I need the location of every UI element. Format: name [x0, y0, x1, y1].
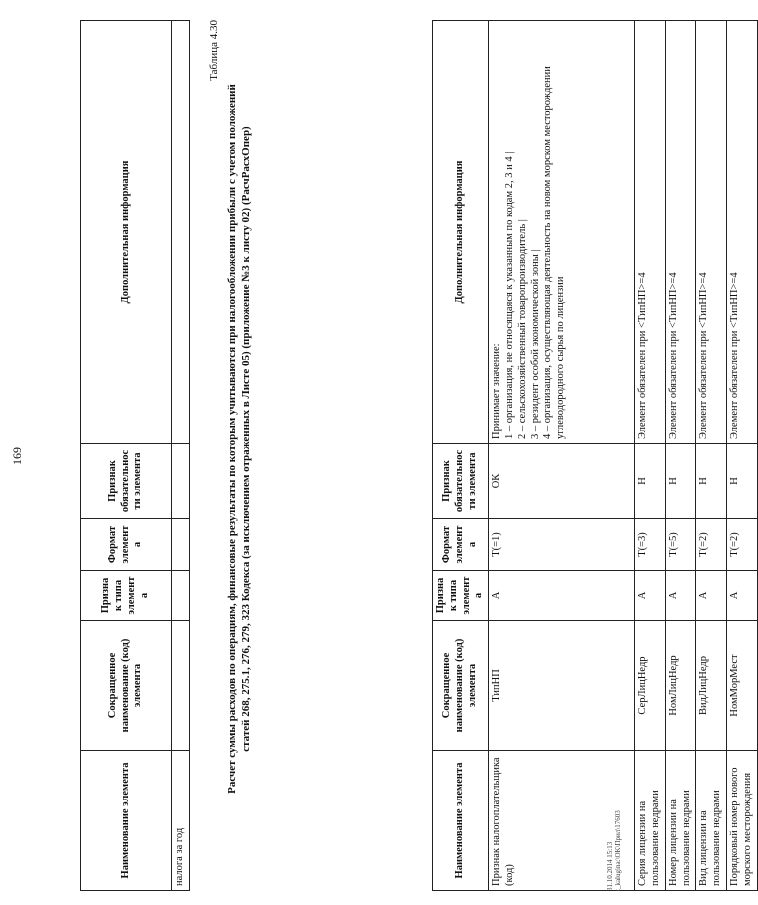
- info-line: 1 – организация, не относящаяся к указанным по кодам 2, 3 и 4 |: [503, 151, 515, 439]
- cell-required: Н: [726, 444, 757, 519]
- info-line: 2 – сельскохозяйственный товаропроизводитель |: [516, 219, 528, 439]
- cell-type: А: [635, 571, 666, 621]
- cell-info: Элемент обязателен при <ТипНП>=4: [696, 21, 727, 444]
- page-number: 169: [10, 447, 24, 465]
- table-row: [172, 21, 190, 891]
- header-type: Признак типа элемента: [433, 571, 489, 621]
- footer-line: 31.10.2014 15:13: [606, 841, 614, 891]
- cell-required: ОК: [489, 444, 635, 519]
- cell-short-name: СерЛицНедр: [635, 621, 666, 751]
- cell-required: Н: [635, 444, 666, 519]
- table-caption: Расчет суммы расходов по операциям, финансовые результаты по которым учитываются при налогообложении прибыли с учетом положений статей 268, 275.1, 276, 279, 323 Кодекса (за исключением отраженных в Листе 05) (приложение №3 к листу 02) (РасчРасхОпер): [226, 84, 252, 794]
- cell-format: T(=5): [665, 519, 696, 571]
- cell-empty: [172, 21, 190, 444]
- cell-type: А: [489, 571, 635, 621]
- main-table: [432, 20, 758, 891]
- cell-info: Элемент обязателен при <ТипНП>=4: [665, 21, 696, 444]
- footer-line: t_kalugina:\OK\Прил\17603: [614, 810, 623, 891]
- cell-name: Признак налогоплательщика (код): [489, 751, 635, 891]
- cell-name: Номер лицензии на пользование недрами: [665, 751, 696, 891]
- cell-short-name: НомЛицНедр: [665, 621, 696, 751]
- table-number: Таблица 4.30: [208, 20, 220, 81]
- cell-name: Вид лицензии на пользование недрами: [696, 751, 727, 891]
- footer-note: [606, 810, 623, 891]
- cell-name: Порядковый номер нового морского месторождения: [726, 751, 757, 891]
- table-row: [635, 21, 666, 891]
- info-line: 3 – резидент особой экономической зоны |: [529, 249, 541, 439]
- header-name: Наименование элемента: [81, 751, 172, 891]
- cell-format: T(=2): [726, 519, 757, 571]
- header-short-name: Сокращенное наименование (код) элемента: [433, 621, 489, 751]
- cell-empty: [172, 519, 190, 571]
- cell-empty: [172, 571, 190, 621]
- table-row: [696, 21, 727, 891]
- header-info: Дополнительная информация: [81, 21, 172, 444]
- info-line: Принимает значение:: [491, 343, 503, 439]
- header-required: Признак обязательности элемента: [433, 444, 489, 519]
- table-row: [489, 21, 635, 891]
- cell-name: Серия лицензии на пользование недрами: [635, 751, 666, 891]
- cell-empty: [172, 444, 190, 519]
- cell-info: Элемент обязателен при <ТипНП>=4: [635, 21, 666, 444]
- cell-info: Элемент обязателен при <ТипНП>=4: [726, 21, 757, 444]
- cell-type: А: [726, 571, 757, 621]
- header-short-name: Сокращенное наименование (код) элемента: [81, 621, 172, 751]
- header-info: Дополнительная информация: [433, 21, 489, 444]
- cell-short-name: ТипНП: [489, 621, 635, 751]
- table-row: [726, 21, 757, 891]
- cell-format: T(=2): [696, 519, 727, 571]
- cell-short-name: ВидЛицНедр: [696, 621, 727, 751]
- cell-type: А: [696, 571, 727, 621]
- cell-name: налога за год: [172, 751, 190, 891]
- table-row: [665, 21, 696, 891]
- info-line: 4 – организация, осуществляющая деятельность на новом морском месторождении углеводородного сырья по лицензии: [542, 66, 567, 439]
- cell-format: T(=3): [635, 519, 666, 571]
- header-required: Признак обязательности элемента: [81, 444, 172, 519]
- continued-table: [80, 20, 190, 891]
- cell-info: [489, 21, 635, 444]
- header-name: Наименование элемента: [433, 751, 489, 891]
- cell-short-name: НомМорМест: [726, 621, 757, 751]
- header-format: Формат элемента: [81, 519, 172, 571]
- header-type: Признак типа элемента: [81, 571, 172, 621]
- cell-type: А: [665, 571, 696, 621]
- cell-format: T(=1): [489, 519, 635, 571]
- header-format: Формат элемента: [433, 519, 489, 571]
- cell-required: Н: [696, 444, 727, 519]
- cell-required: Н: [665, 444, 696, 519]
- cell-empty: [172, 621, 190, 751]
